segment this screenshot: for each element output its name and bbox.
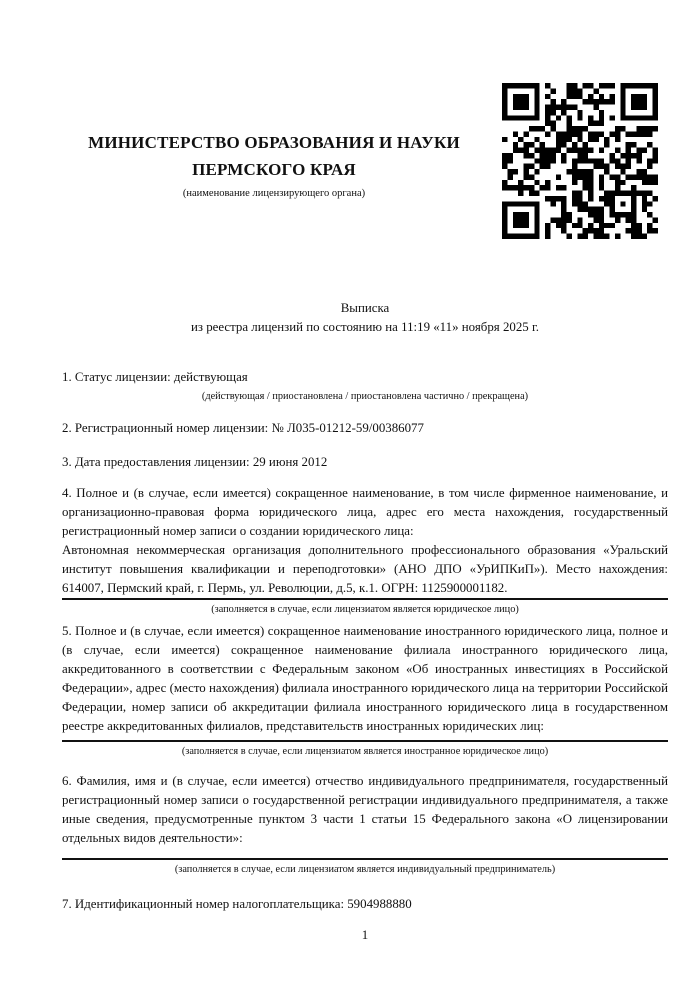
grant-date-text: 3. Дата предоставления лицензии: 29 июня 2012	[62, 455, 328, 469]
legal-entity-answer: Автономная некоммерческая организация дополнительного профессионального образования «Уральский институт повышения квалификации и переподготовки» (АНО ДПО «УрИПКиП»). Место нахождения: 614007, Пермский край, г. Пермь, ул. Революции, д.5, к.1. ОГРН: 1125900001182.	[62, 543, 668, 595]
taxpayer-number-text: 7. Идентификационный номер налогоплательщика: 5904988880	[62, 897, 412, 911]
foreign-entity-question: 5. Полное и (в случае, если имеется) сокращенное наименование иностранного юридического лица, полное и (в случае, если имеется) сокращенное наименование филиала иностранного юридического лица, аккредитованного в соответствии с Федеральным законом «Об иностранных инвестициях в Российской Федерации», адрес (место нахождения) филиала иностранного юридического лица на территории Российской Федерации, номер записи об аккредитации филиала иностранного юридического лица в государственном реестре аккредитованных филиалов, представительств иностранных юридических лиц:	[62, 624, 668, 733]
registration-number-text: 2. Регистрационный номер лицензии: № Л035-01212-59/00386077	[62, 421, 424, 435]
individual-entrepreneur-question: 6. Фамилия, имя и (в случае, если имеется) отчество индивидуального предпринимателя, государственный регистрационный номер записи о государственной регистрации индивидуального предпринимателя, а также иные сведения, предусмотренные пунктом 3 части 1 статьи 15 Федерального закона «О лицензировании отдельных видов деятельности»:	[62, 774, 668, 845]
ministry-name-line1: МИНИСТЕРСТВО ОБРАЗОВАНИЯ И НАУКИ	[88, 133, 460, 152]
qr-code-icon	[502, 83, 658, 239]
field-legal-entity	[62, 484, 668, 616]
field-taxpayer-number	[62, 895, 668, 914]
field-individual-entrepreneur	[62, 772, 668, 876]
document-title	[62, 299, 668, 337]
license-status-options-caption: (действующая / приостановлена / приостановлена частично / прекращена)	[201, 391, 529, 402]
individual-entrepreneur-caption: (заполняется в случае, если лицензиатом является индивидуальный предприниматель)	[174, 864, 556, 875]
fill-in-line	[62, 598, 668, 600]
ministry-header	[62, 129, 486, 200]
fill-in-line	[62, 740, 668, 742]
qr-code-canvas	[502, 83, 658, 239]
field-registration-number	[62, 419, 668, 438]
blank-answer-space	[62, 848, 668, 858]
field-foreign-entity	[62, 622, 668, 758]
ministry-name-line2: ПЕРМСКОГО КРАЯ	[192, 160, 356, 179]
legal-entity-question: 4. Полное и (в случае, если имеется) сокращенное наименование, в том числе фирменное наименование, и организационно-правовая форма юридического лица, адрес его места нахождения, государственный регистрационный номер записи о создании юридического лица:	[62, 486, 668, 538]
ministry-name-caption: (наименование лицензирующего органа)	[182, 188, 366, 199]
ministry-name	[62, 129, 486, 183]
field-grant-date	[62, 453, 668, 472]
fill-in-line	[62, 858, 668, 860]
document-title-line1: Выписка	[340, 301, 390, 315]
page-number: 1	[361, 928, 369, 942]
field-license-status	[62, 368, 668, 403]
document-title-line2: из реестра лицензий по состоянию на 11:19 «11» ноября 2025 г.	[190, 320, 540, 334]
foreign-entity-caption: (заполняется в случае, если лицензиатом является иностранное юридическое лицо)	[181, 746, 549, 757]
license-status-text: 1. Статус лицензии: действующая	[62, 370, 248, 384]
legal-entity-caption: (заполняется в случае, если лицензиатом является юридическое лицо)	[211, 604, 519, 615]
